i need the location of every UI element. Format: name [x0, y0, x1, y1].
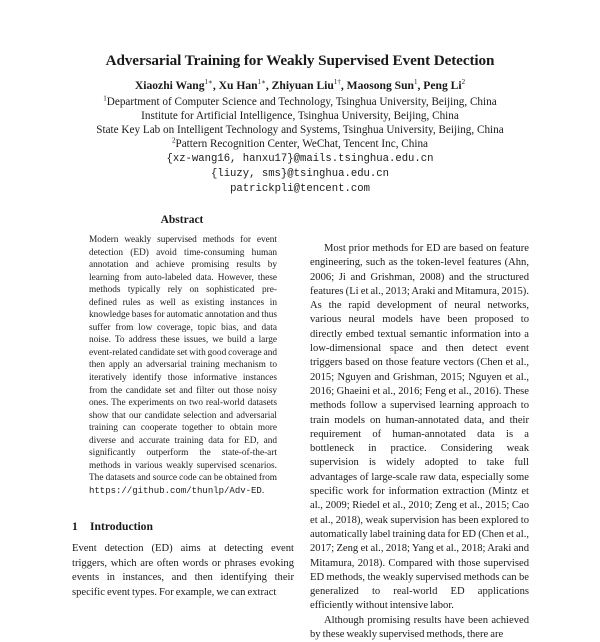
- section-title: Introduction: [90, 520, 153, 533]
- right-column: [310, 242, 529, 641]
- affiliation-line: [0, 124, 600, 136]
- section-heading: [72, 520, 153, 533]
- email-line: {xz-wang16, hanxu17}@mails.tsinghua.edu.cn: [166, 153, 434, 165]
- code-link[interactable]: https://github.com/thunlp/Adv-ED: [89, 485, 262, 496]
- author-mark: 1∗: [204, 78, 213, 87]
- affiliation-line: [0, 96, 600, 108]
- affiliation-line: [0, 110, 600, 122]
- affiliation-text: Department of Computer Science and Technology, Tsinghua University, Beijing, China: [106, 96, 497, 108]
- affiliation-text: Institute for Artificial Intelligence, Tsinghua University, Beijing, China: [141, 110, 459, 122]
- author-mark: 1∗: [257, 78, 266, 87]
- email-line: patrickpli@tencent.com: [230, 183, 370, 195]
- author-list: Xiaozhi Wang$^{1∗}$, Xu Han$^{1∗}$, Zhiyuan Liu$^{1\dagger}$, Maosong Sun$^1$, Peng Li$^2$: [134, 78, 466, 92]
- author-mark: 2: [461, 78, 466, 87]
- abstract-end: .: [261, 485, 265, 496]
- body-paragraph: Most prior methods for ED are based on feature engineering, such as the token-level features (Ahn, 2006; Ji and Grishman, 2008) and the structured features (Li et al., 2013; Araki and Mitamura, 2015). As the rapid development of neural networks, various neural models have been proposed to directly embed textual semantic information into a low-dimensional space and then detect event triggers based on those feature vectors (Chen et al., 2015; Nguyen and Grishman, 2015; Nguyen et al., 2016; Ghaeini et al., 2016; Feng et al., 2016). These methods follow a supervised learning approach to train models on human-annotated data, and their requirement of human-annotated data is a bottleneck in practice. Considering weak supervision is widely adopted to take full advantages of large-scale raw data, especially some specific work for information extraction (Mintz et al., 2009; Riedel et al., 2010; Zeng et al., 2015; Cao et al., 2018), weak supervision has been explored to automatically label training data for ED (Chen et al., 2017; Zeng et al., 2018; Yang et al., 2018; Araki and Mitamura, 2018). Compared with those supervised ED methods, the weakly supervised methods can be generalized to real-world ED applications efficiently without intensive labor.: [310, 243, 529, 612]
- author-mark: 1†: [333, 78, 341, 87]
- author-name: Maosong Sun: [346, 79, 414, 92]
- author-name: Xiaozhi Wang: [134, 79, 205, 92]
- body-paragraph: Although promising results have been achieved by these weakly supervised methods, there are: [310, 614, 529, 641]
- affiliation-line: [0, 138, 600, 150]
- abstract-text: Modern weakly supervised methods for event detection (ED) avoid time-consuming human annotation and achieve promising results by learning from auto-labeled data. However, these methods typically rely on sophisticated pre-defined rules as well as existing instances in knowledge bases for automatic annotation and thus suffer from low coverage, topic bias, and data noise. To address these issues, we build a large event-related candidate set with good coverage and then apply an adversarial training mechanism to iteratively identify those informative instances from the candidate set and filter out those noisy ones. The experiments on two real-world datasets show that our candidate selection and adversarial training can cooperate together to obtain more diverse and accurate training data for ED, and significantly outperform the state-of-the-art methods in various weakly supervised scenarios. The datasets and source code can be obtained from: [89, 235, 277, 484]
- affiliation-text: Pattern Recognition Center, WeChat, Tencent Inc, China: [175, 138, 429, 150]
- affiliation-mark: 1: [103, 94, 107, 103]
- abstract-body: [89, 234, 277, 497]
- author-name: Xu Han: [218, 79, 258, 92]
- affiliation-mark: 2: [171, 136, 176, 145]
- author-name: Zhiyuan Liu: [271, 79, 334, 92]
- paper-title: Adversarial Training for Weakly Supervised Event Detection: [105, 52, 495, 69]
- author-name: Peng Li: [423, 79, 462, 92]
- section-number: 1: [72, 520, 78, 533]
- intro-paragraph: Event detection (ED) aims at detecting event triggers, which are often words or phrases evoking events in instances, and then identifying their specific event types. For example, we can extract: [72, 543, 294, 598]
- abstract-heading: Abstract: [160, 214, 204, 226]
- author-mark: 1: [414, 78, 418, 87]
- email-line: {liuzy, sms}@tsinghua.edu.cn: [210, 168, 389, 180]
- affiliation-text: State Key Lab on Intelligent Technology and Systems, Tsinghua University, Beijing, China: [96, 124, 504, 136]
